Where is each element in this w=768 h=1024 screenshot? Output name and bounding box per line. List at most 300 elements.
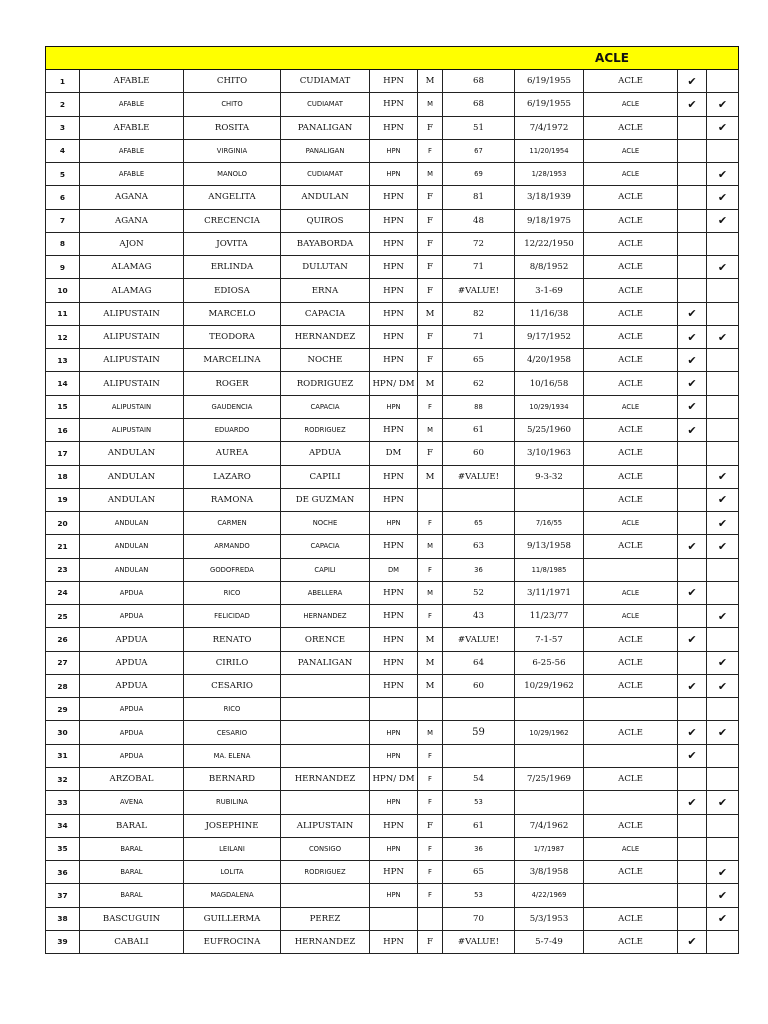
birthdate-cell[interactable]: 12/22/1950 xyxy=(515,232,584,255)
birthdate-cell[interactable] xyxy=(515,698,584,721)
condition-cell[interactable]: HPN xyxy=(370,721,418,744)
check-cell-2[interactable] xyxy=(707,116,739,139)
check-cell-1[interactable] xyxy=(678,488,707,511)
middle-name-cell[interactable]: PANALIGAN xyxy=(281,651,370,674)
birthdate-cell[interactable]: 9-3-32 xyxy=(515,465,584,488)
first-name-cell[interactable]: MARCELINA xyxy=(184,349,281,372)
condition-cell[interactable] xyxy=(370,698,418,721)
middle-name-cell[interactable]: HERNANDEZ xyxy=(281,767,370,790)
row-number-cell[interactable]: 9 xyxy=(46,256,80,279)
check-cell-1[interactable] xyxy=(678,395,707,418)
row-number-cell[interactable]: 37 xyxy=(46,884,80,907)
sex-cell[interactable]: F xyxy=(418,186,443,209)
sex-cell[interactable]: M xyxy=(418,535,443,558)
age-cell[interactable]: 48 xyxy=(443,209,515,232)
condition-cell[interactable]: HPN xyxy=(370,884,418,907)
last-name-cell[interactable]: AFABLE xyxy=(80,70,184,93)
check-cell-2[interactable] xyxy=(707,791,739,814)
sex-cell[interactable]: F xyxy=(418,442,443,465)
middle-name-cell[interactable]: HERNANDEZ xyxy=(281,930,370,953)
birthdate-cell[interactable]: 3-1-69 xyxy=(515,279,584,302)
birthdate-cell[interactable]: 9/18/1975 xyxy=(515,209,584,232)
check-cell-2[interactable] xyxy=(707,418,739,441)
barangay-cell[interactable]: ACLE xyxy=(584,372,678,395)
middle-name-cell[interactable]: CAPILI xyxy=(281,465,370,488)
check-cell-1[interactable] xyxy=(678,861,707,884)
check-cell-2[interactable] xyxy=(707,232,739,255)
last-name-cell[interactable]: BASCUGUIN xyxy=(80,907,184,930)
sex-cell[interactable] xyxy=(418,488,443,511)
middle-name-cell[interactable]: PANALIGAN xyxy=(281,139,370,162)
age-cell[interactable]: 70 xyxy=(443,907,515,930)
barangay-cell[interactable]: ACLE xyxy=(584,139,678,162)
first-name-cell[interactable]: BERNARD xyxy=(184,767,281,790)
barangay-cell[interactable]: ACLE xyxy=(584,721,678,744)
row-number-cell[interactable]: 14 xyxy=(46,372,80,395)
barangay-cell[interactable]: ACLE xyxy=(584,302,678,325)
check-cell-1[interactable] xyxy=(678,744,707,767)
condition-cell[interactable]: HPN xyxy=(370,581,418,604)
check-cell-1[interactable] xyxy=(678,930,707,953)
check-cell-2[interactable] xyxy=(707,302,739,325)
first-name-cell[interactable]: MARCELO xyxy=(184,302,281,325)
middle-name-cell[interactable]: CONSIGO xyxy=(281,837,370,860)
sex-cell[interactable]: M xyxy=(418,628,443,651)
first-name-cell[interactable]: VIRGINIA xyxy=(184,139,281,162)
sex-cell[interactable] xyxy=(418,907,443,930)
middle-name-cell[interactable] xyxy=(281,721,370,744)
birthdate-cell[interactable]: 7/4/1972 xyxy=(515,116,584,139)
sex-cell[interactable]: M xyxy=(418,70,443,93)
age-cell[interactable]: 88 xyxy=(443,395,515,418)
last-name-cell[interactable]: ANDULAN xyxy=(80,558,184,581)
row-number-cell[interactable]: 13 xyxy=(46,349,80,372)
barangay-cell[interactable]: ACLE xyxy=(584,488,678,511)
check-cell-2[interactable] xyxy=(707,279,739,302)
sex-cell[interactable]: F xyxy=(418,116,443,139)
sex-cell[interactable]: F xyxy=(418,325,443,348)
last-name-cell[interactable]: ALIPUSTAIN xyxy=(80,325,184,348)
barangay-cell[interactable]: ACLE xyxy=(584,512,678,535)
condition-cell[interactable]: HPN xyxy=(370,628,418,651)
middle-name-cell[interactable]: ERNA xyxy=(281,279,370,302)
check-cell-1[interactable] xyxy=(678,70,707,93)
birthdate-cell[interactable]: 10/29/1962 xyxy=(515,721,584,744)
last-name-cell[interactable]: AGANA xyxy=(80,186,184,209)
check-cell-2[interactable] xyxy=(707,395,739,418)
age-cell[interactable]: 53 xyxy=(443,791,515,814)
barangay-cell[interactable]: ACLE xyxy=(584,861,678,884)
age-cell[interactable]: 67 xyxy=(443,139,515,162)
birthdate-cell[interactable]: 5/25/1960 xyxy=(515,418,584,441)
check-cell-1[interactable] xyxy=(678,907,707,930)
age-cell[interactable]: 71 xyxy=(443,325,515,348)
check-cell-1[interactable] xyxy=(678,651,707,674)
check-cell-1[interactable] xyxy=(678,372,707,395)
condition-cell[interactable]: HPN xyxy=(370,512,418,535)
first-name-cell[interactable]: JOSEPHINE xyxy=(184,814,281,837)
middle-name-cell[interactable]: HERNANDEZ xyxy=(281,325,370,348)
barangay-cell[interactable]: ACLE xyxy=(584,930,678,953)
first-name-cell[interactable]: RUBILINA xyxy=(184,791,281,814)
check-cell-1[interactable] xyxy=(678,302,707,325)
sex-cell[interactable]: F xyxy=(418,791,443,814)
first-name-cell[interactable]: AUREA xyxy=(184,442,281,465)
first-name-cell[interactable]: CHITO xyxy=(184,93,281,116)
condition-cell[interactable]: HPN/ DM xyxy=(370,372,418,395)
row-number-cell[interactable]: 20 xyxy=(46,512,80,535)
last-name-cell[interactable]: APDUA xyxy=(80,721,184,744)
sex-cell[interactable]: M xyxy=(418,674,443,697)
first-name-cell[interactable]: ROGER xyxy=(184,372,281,395)
middle-name-cell[interactable]: DULUTAN xyxy=(281,256,370,279)
condition-cell[interactable]: HPN xyxy=(370,861,418,884)
birthdate-cell[interactable]: 7-1-57 xyxy=(515,628,584,651)
last-name-cell[interactable]: APDUA xyxy=(80,698,184,721)
barangay-cell[interactable]: ACLE xyxy=(584,70,678,93)
row-number-cell[interactable]: 24 xyxy=(46,581,80,604)
row-number-cell[interactable]: 29 xyxy=(46,698,80,721)
condition-cell[interactable]: HPN xyxy=(370,837,418,860)
sex-cell[interactable]: F xyxy=(418,884,443,907)
middle-name-cell[interactable]: NOCHE xyxy=(281,512,370,535)
birthdate-cell[interactable]: 3/11/1971 xyxy=(515,581,584,604)
middle-name-cell[interactable]: CUDIAMAT xyxy=(281,163,370,186)
sex-cell[interactable]: F xyxy=(418,744,443,767)
first-name-cell[interactable]: EUFROCINA xyxy=(184,930,281,953)
check-cell-1[interactable] xyxy=(678,325,707,348)
last-name-cell[interactable]: ANDULAN xyxy=(80,512,184,535)
age-cell[interactable]: 68 xyxy=(443,93,515,116)
first-name-cell[interactable]: CHITO xyxy=(184,70,281,93)
check-cell-1[interactable] xyxy=(678,442,707,465)
age-cell[interactable]: 82 xyxy=(443,302,515,325)
check-cell-2[interactable] xyxy=(707,93,739,116)
birthdate-cell[interactable] xyxy=(515,744,584,767)
check-cell-1[interactable] xyxy=(678,116,707,139)
condition-cell[interactable]: HPN xyxy=(370,814,418,837)
birthdate-cell[interactable]: 11/8/1985 xyxy=(515,558,584,581)
check-cell-1[interactable] xyxy=(678,535,707,558)
condition-cell[interactable]: HPN xyxy=(370,279,418,302)
last-name-cell[interactable]: AFABLE xyxy=(80,139,184,162)
last-name-cell[interactable]: ANDULAN xyxy=(80,488,184,511)
barangay-cell[interactable]: ACLE xyxy=(584,837,678,860)
first-name-cell[interactable]: EDUARDO xyxy=(184,418,281,441)
first-name-cell[interactable]: EDIOSA xyxy=(184,279,281,302)
check-cell-2[interactable] xyxy=(707,186,739,209)
age-cell[interactable]: 72 xyxy=(443,232,515,255)
middle-name-cell[interactable]: APDUA xyxy=(281,442,370,465)
barangay-cell[interactable]: ACLE xyxy=(584,209,678,232)
birthdate-cell[interactable]: 8/8/1952 xyxy=(515,256,584,279)
last-name-cell[interactable]: AFABLE xyxy=(80,116,184,139)
birthdate-cell[interactable]: 6-25-56 xyxy=(515,651,584,674)
age-cell[interactable]: 52 xyxy=(443,581,515,604)
last-name-cell[interactable]: ALAMAG xyxy=(80,256,184,279)
sex-cell[interactable]: M xyxy=(418,93,443,116)
middle-name-cell[interactable] xyxy=(281,674,370,697)
birthdate-cell[interactable]: 4/20/1958 xyxy=(515,349,584,372)
check-cell-1[interactable] xyxy=(678,209,707,232)
age-cell[interactable] xyxy=(443,488,515,511)
check-cell-1[interactable] xyxy=(678,767,707,790)
check-cell-2[interactable] xyxy=(707,209,739,232)
sex-cell[interactable]: M xyxy=(418,372,443,395)
row-number-cell[interactable]: 7 xyxy=(46,209,80,232)
condition-cell[interactable]: HPN xyxy=(370,139,418,162)
birthdate-cell[interactable]: 7/4/1962 xyxy=(515,814,584,837)
first-name-cell[interactable]: GUILLERMA xyxy=(184,907,281,930)
last-name-cell[interactable]: ALIPUSTAIN xyxy=(80,372,184,395)
row-number-cell[interactable]: 10 xyxy=(46,279,80,302)
row-number-cell[interactable]: 2 xyxy=(46,93,80,116)
sex-cell[interactable]: F xyxy=(418,767,443,790)
age-cell[interactable]: 69 xyxy=(443,163,515,186)
condition-cell[interactable]: HPN xyxy=(370,232,418,255)
row-number-cell[interactable]: 17 xyxy=(46,442,80,465)
condition-cell[interactable]: HPN xyxy=(370,395,418,418)
first-name-cell[interactable]: GODOFREDA xyxy=(184,558,281,581)
middle-name-cell[interactable]: CAPILI xyxy=(281,558,370,581)
sex-cell[interactable] xyxy=(418,698,443,721)
check-cell-2[interactable] xyxy=(707,628,739,651)
last-name-cell[interactable]: ANDULAN xyxy=(80,465,184,488)
age-cell[interactable]: 81 xyxy=(443,186,515,209)
first-name-cell[interactable]: GAUDENCIA xyxy=(184,395,281,418)
barangay-cell[interactable]: ACLE xyxy=(584,535,678,558)
condition-cell[interactable]: HPN xyxy=(370,256,418,279)
condition-cell[interactable]: HPN xyxy=(370,605,418,628)
condition-cell[interactable]: HPN xyxy=(370,744,418,767)
condition-cell[interactable]: DM xyxy=(370,558,418,581)
first-name-cell[interactable]: ARMANDO xyxy=(184,535,281,558)
condition-cell[interactable]: HPN xyxy=(370,209,418,232)
middle-name-cell[interactable]: PANALIGAN xyxy=(281,116,370,139)
barangay-cell[interactable]: ACLE xyxy=(584,465,678,488)
row-number-cell[interactable]: 1 xyxy=(46,70,80,93)
last-name-cell[interactable]: ALIPUSTAIN xyxy=(80,418,184,441)
age-cell[interactable]: 65 xyxy=(443,512,515,535)
middle-name-cell[interactable]: RODRIGUEZ xyxy=(281,861,370,884)
first-name-cell[interactable]: LEILANI xyxy=(184,837,281,860)
barangay-cell[interactable]: ACLE xyxy=(584,163,678,186)
age-cell[interactable]: 62 xyxy=(443,372,515,395)
sex-cell[interactable]: F xyxy=(418,605,443,628)
last-name-cell[interactable]: ANDULAN xyxy=(80,535,184,558)
barangay-cell[interactable]: ACLE xyxy=(584,232,678,255)
age-cell[interactable]: 65 xyxy=(443,349,515,372)
check-cell-1[interactable] xyxy=(678,698,707,721)
last-name-cell[interactable]: AGANA xyxy=(80,209,184,232)
sex-cell[interactable]: M xyxy=(418,651,443,674)
middle-name-cell[interactable]: ORENCE xyxy=(281,628,370,651)
sex-cell[interactable]: F xyxy=(418,512,443,535)
last-name-cell[interactable]: BARAL xyxy=(80,861,184,884)
first-name-cell[interactable]: CESARIO xyxy=(184,674,281,697)
condition-cell[interactable]: HPN xyxy=(370,70,418,93)
check-cell-2[interactable] xyxy=(707,488,739,511)
barangay-cell[interactable]: ACLE xyxy=(584,325,678,348)
middle-name-cell[interactable]: HERNANDEZ xyxy=(281,605,370,628)
birthdate-cell[interactable]: 9/17/1952 xyxy=(515,325,584,348)
barangay-cell[interactable]: ACLE xyxy=(584,442,678,465)
sex-cell[interactable]: M xyxy=(418,581,443,604)
check-cell-1[interactable] xyxy=(678,628,707,651)
sex-cell[interactable]: M xyxy=(418,163,443,186)
birthdate-cell[interactable]: 9/13/1958 xyxy=(515,535,584,558)
row-number-cell[interactable]: 11 xyxy=(46,302,80,325)
condition-cell[interactable]: HPN xyxy=(370,651,418,674)
check-cell-2[interactable] xyxy=(707,884,739,907)
last-name-cell[interactable]: APDUA xyxy=(80,744,184,767)
last-name-cell[interactable]: ALAMAG xyxy=(80,279,184,302)
check-cell-1[interactable] xyxy=(678,581,707,604)
sex-cell[interactable]: F xyxy=(418,279,443,302)
age-cell[interactable]: 63 xyxy=(443,535,515,558)
condition-cell[interactable]: HPN xyxy=(370,93,418,116)
middle-name-cell[interactable]: ALIPUSTAIN xyxy=(281,814,370,837)
check-cell-1[interactable] xyxy=(678,674,707,697)
last-name-cell[interactable]: APDUA xyxy=(80,628,184,651)
condition-cell[interactable]: HPN xyxy=(370,349,418,372)
barangay-cell[interactable]: ACLE xyxy=(584,651,678,674)
row-number-cell[interactable]: 35 xyxy=(46,837,80,860)
sex-cell[interactable]: M xyxy=(418,418,443,441)
check-cell-2[interactable] xyxy=(707,535,739,558)
birthdate-cell[interactable]: 5/3/1953 xyxy=(515,907,584,930)
first-name-cell[interactable]: MANOLO xyxy=(184,163,281,186)
row-number-cell[interactable]: 30 xyxy=(46,721,80,744)
age-cell[interactable]: 36 xyxy=(443,837,515,860)
check-cell-1[interactable] xyxy=(678,837,707,860)
first-name-cell[interactable]: CRECENCIA xyxy=(184,209,281,232)
sex-cell[interactable]: F xyxy=(418,814,443,837)
row-number-cell[interactable]: 23 xyxy=(46,558,80,581)
first-name-cell[interactable]: RENATO xyxy=(184,628,281,651)
check-cell-1[interactable] xyxy=(678,186,707,209)
condition-cell[interactable]: HPN xyxy=(370,186,418,209)
sex-cell[interactable]: M xyxy=(418,465,443,488)
check-cell-2[interactable] xyxy=(707,558,739,581)
check-cell-2[interactable] xyxy=(707,256,739,279)
barangay-cell[interactable]: ACLE xyxy=(584,605,678,628)
check-cell-1[interactable] xyxy=(678,256,707,279)
birthdate-cell[interactable]: 7/25/1969 xyxy=(515,767,584,790)
barangay-cell[interactable]: ACLE xyxy=(584,395,678,418)
check-cell-2[interactable] xyxy=(707,744,739,767)
condition-cell[interactable]: DM xyxy=(370,442,418,465)
check-cell-1[interactable] xyxy=(678,721,707,744)
barangay-cell[interactable] xyxy=(584,558,678,581)
barangay-cell[interactable]: ACLE xyxy=(584,349,678,372)
row-number-cell[interactable]: 6 xyxy=(46,186,80,209)
birthdate-cell[interactable]: 7/16/55 xyxy=(515,512,584,535)
barangay-cell[interactable]: ACLE xyxy=(584,628,678,651)
middle-name-cell[interactable]: BAYABORDA xyxy=(281,232,370,255)
barangay-cell[interactable]: ACLE xyxy=(584,256,678,279)
age-cell[interactable]: #VALUE! xyxy=(443,628,515,651)
age-cell[interactable]: #VALUE! xyxy=(443,930,515,953)
first-name-cell[interactable]: MAGDALENA xyxy=(184,884,281,907)
check-cell-1[interactable] xyxy=(678,814,707,837)
condition-cell[interactable]: HPN xyxy=(370,418,418,441)
check-cell-2[interactable] xyxy=(707,674,739,697)
middle-name-cell[interactable] xyxy=(281,791,370,814)
age-cell[interactable]: 60 xyxy=(443,674,515,697)
row-number-cell[interactable]: 31 xyxy=(46,744,80,767)
middle-name-cell[interactable]: CUDIAMAT xyxy=(281,70,370,93)
row-number-cell[interactable]: 34 xyxy=(46,814,80,837)
age-cell[interactable]: #VALUE! xyxy=(443,465,515,488)
first-name-cell[interactable]: LOLITA xyxy=(184,861,281,884)
sex-cell[interactable]: F xyxy=(418,256,443,279)
row-number-cell[interactable]: 16 xyxy=(46,418,80,441)
check-cell-2[interactable] xyxy=(707,70,739,93)
row-number-cell[interactable]: 33 xyxy=(46,791,80,814)
middle-name-cell[interactable]: CUDIAMAT xyxy=(281,93,370,116)
middle-name-cell[interactable]: NOCHE xyxy=(281,349,370,372)
sex-cell[interactable]: F xyxy=(418,861,443,884)
sex-cell[interactable]: F xyxy=(418,558,443,581)
check-cell-2[interactable] xyxy=(707,837,739,860)
birthdate-cell[interactable]: 11/20/1954 xyxy=(515,139,584,162)
condition-cell[interactable]: HPN xyxy=(370,674,418,697)
last-name-cell[interactable]: ALIPUSTAIN xyxy=(80,395,184,418)
check-cell-2[interactable] xyxy=(707,605,739,628)
barangay-cell[interactable]: ACLE xyxy=(584,418,678,441)
first-name-cell[interactable]: CARMEN xyxy=(184,512,281,535)
check-cell-1[interactable] xyxy=(678,605,707,628)
barangay-cell[interactable]: ACLE xyxy=(584,93,678,116)
first-name-cell[interactable]: MA. ELENA xyxy=(184,744,281,767)
last-name-cell[interactable]: AJON xyxy=(80,232,184,255)
check-cell-2[interactable] xyxy=(707,465,739,488)
check-cell-1[interactable] xyxy=(678,791,707,814)
age-cell[interactable]: 68 xyxy=(443,70,515,93)
last-name-cell[interactable]: BARAL xyxy=(80,814,184,837)
row-number-cell[interactable]: 39 xyxy=(46,930,80,953)
check-cell-1[interactable] xyxy=(678,163,707,186)
row-number-cell[interactable]: 19 xyxy=(46,488,80,511)
condition-cell[interactable]: HPN xyxy=(370,302,418,325)
sex-cell[interactable]: F xyxy=(418,209,443,232)
middle-name-cell[interactable]: DE GUZMAN xyxy=(281,488,370,511)
check-cell-1[interactable] xyxy=(678,93,707,116)
barangay-cell[interactable]: ACLE xyxy=(584,907,678,930)
first-name-cell[interactable]: RAMONA xyxy=(184,488,281,511)
first-name-cell[interactable]: TEODORA xyxy=(184,325,281,348)
sex-cell[interactable]: F xyxy=(418,395,443,418)
last-name-cell[interactable]: APDUA xyxy=(80,581,184,604)
check-cell-1[interactable] xyxy=(678,279,707,302)
condition-cell[interactable]: HPN xyxy=(370,535,418,558)
condition-cell[interactable]: HPN xyxy=(370,488,418,511)
check-cell-2[interactable] xyxy=(707,651,739,674)
condition-cell[interactable]: HPN xyxy=(370,163,418,186)
last-name-cell[interactable]: AVENA xyxy=(80,791,184,814)
check-cell-2[interactable] xyxy=(707,325,739,348)
check-cell-2[interactable] xyxy=(707,163,739,186)
sex-cell[interactable]: F xyxy=(418,232,443,255)
middle-name-cell[interactable]: ANDULAN xyxy=(281,186,370,209)
check-cell-1[interactable] xyxy=(678,139,707,162)
barangay-cell[interactable]: ACLE xyxy=(584,674,678,697)
age-cell[interactable]: 64 xyxy=(443,651,515,674)
first-name-cell[interactable]: JOVITA xyxy=(184,232,281,255)
age-cell[interactable]: 61 xyxy=(443,418,515,441)
age-cell[interactable] xyxy=(443,744,515,767)
